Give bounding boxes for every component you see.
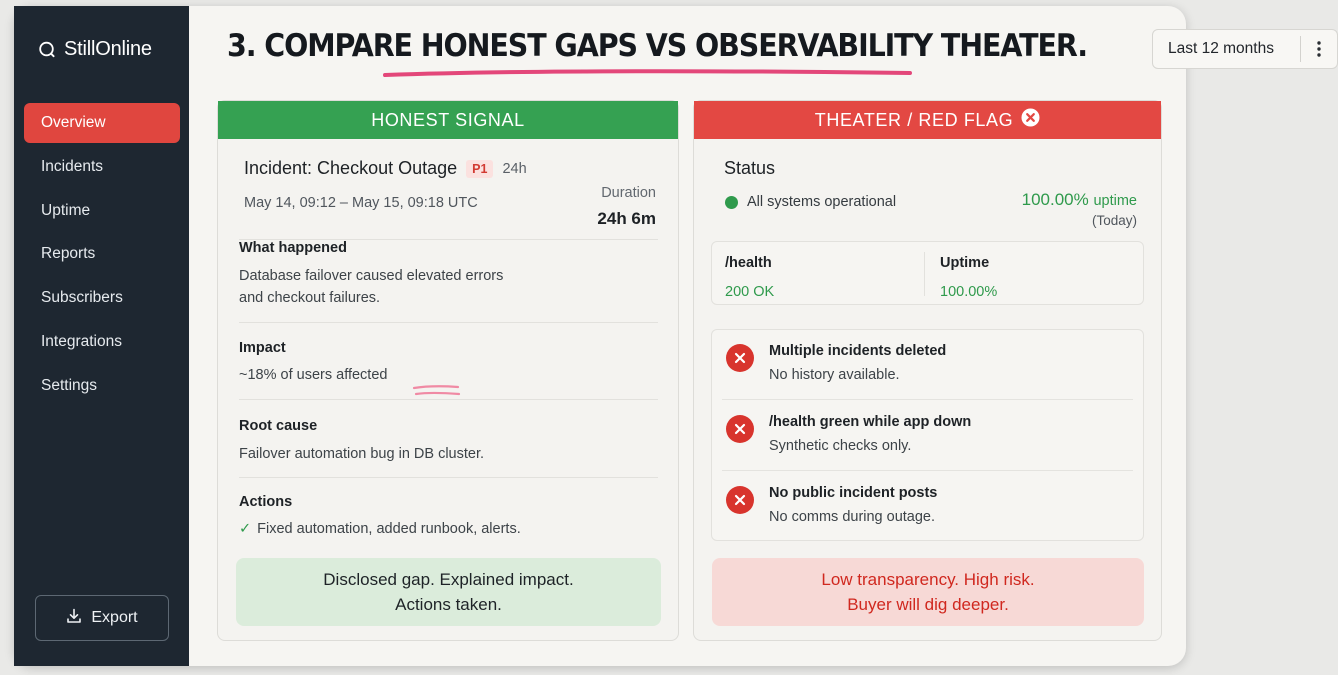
incident-age: 24h xyxy=(502,160,527,177)
what-happened-label: What happened xyxy=(239,240,347,256)
honest-summary-box xyxy=(236,558,661,626)
section-divider xyxy=(239,477,658,478)
uptime-value: 100.00% xyxy=(1021,190,1089,209)
theater-header xyxy=(694,101,1161,139)
main-content xyxy=(189,6,1274,666)
sidebar-item-reports[interactable] xyxy=(24,234,180,274)
status-row xyxy=(725,194,896,210)
actions-line: Fixed automation, added runbook, alerts. xyxy=(257,521,521,537)
export-button[interactable] xyxy=(35,595,169,641)
sidebar-item-overview[interactable] xyxy=(24,103,180,143)
duration-label: Duration xyxy=(601,185,656,201)
what-happened-line: and checkout failures. xyxy=(239,290,381,306)
actions-label: Actions xyxy=(239,494,293,510)
check-icon: ✓ xyxy=(239,521,252,537)
what-happened-text xyxy=(239,265,503,309)
sidebar-item-label: Reports xyxy=(41,245,96,263)
sidebar-item-label: Uptime xyxy=(41,201,91,219)
sidebar-item-label: Integrations xyxy=(41,332,122,350)
uptime-percentage xyxy=(1022,190,1137,210)
page-title-prefix: 3. COMPARE xyxy=(227,28,421,64)
incident-dates: May 14, 09:12 – May 15, 09:18 UTC xyxy=(244,195,478,211)
root-cause-line: Failover automation bug in DB cluster. xyxy=(239,446,485,462)
impact-label: Impact xyxy=(239,340,286,356)
theater-summary-line: Buyer will dig deeper. xyxy=(847,595,1009,614)
status-text: All systems operational xyxy=(747,194,897,210)
export-label: Export xyxy=(91,609,138,626)
brand[interactable] xyxy=(38,38,152,61)
honest-summary-line: Disclosed gap. Explained impact. xyxy=(323,570,574,589)
honest-signal-header-label: HONEST SIGNAL xyxy=(371,109,525,130)
sidebar-item-settings[interactable] xyxy=(24,366,180,406)
theater-summary-box xyxy=(712,558,1144,626)
impact-text xyxy=(239,364,387,386)
flag-title: No public incident posts xyxy=(769,485,938,501)
sidebar-item-label: Subscribers xyxy=(41,289,123,307)
flag-divider xyxy=(722,470,1133,471)
x-circle-icon xyxy=(726,415,754,443)
health-metrics xyxy=(711,241,1144,305)
priority-badge: P1 xyxy=(466,160,493,178)
duration-value: 24h 6m xyxy=(597,209,656,228)
root-cause-text xyxy=(239,443,484,465)
sidebar-item-integrations[interactable] xyxy=(24,322,180,362)
flag-divider xyxy=(722,399,1133,400)
date-range-dropdown[interactable]: Last 12 months xyxy=(1168,40,1274,57)
uptime-metric-label: Uptime xyxy=(940,255,990,271)
incident-title-row xyxy=(244,158,527,179)
flag-subtitle: No history available. xyxy=(769,367,900,383)
section-divider xyxy=(239,322,658,323)
theater-summary-line: Low transparency. High risk. xyxy=(821,570,1035,589)
sidebar-item-label: Settings xyxy=(41,376,98,394)
list-item xyxy=(712,472,1143,542)
impact-line: ~18% of users affected xyxy=(239,367,388,383)
health-metric-value: 200 OK xyxy=(725,284,775,300)
flag-title: Multiple incidents deleted xyxy=(769,343,947,359)
brand-name: StillOnline xyxy=(64,38,152,60)
section-divider xyxy=(239,399,658,400)
sidebar-item-incidents[interactable] xyxy=(24,147,180,187)
uptime-metric-value: 100.00% xyxy=(940,284,998,300)
search-icon xyxy=(38,40,58,60)
flag-subtitle: No comms during outage. xyxy=(769,509,936,525)
download-icon xyxy=(66,608,82,629)
x-circle-icon xyxy=(726,344,754,372)
honest-summary-line: Actions taken. xyxy=(395,595,502,614)
sidebar-item-label: Overview xyxy=(41,114,106,131)
sidebar-item-uptime[interactable] xyxy=(24,191,180,231)
flag-title: /health green while app down xyxy=(769,414,972,430)
list-item xyxy=(712,401,1143,471)
honest-signal-header xyxy=(218,101,678,139)
incident-title[interactable]: Incident: Checkout Outage xyxy=(244,158,458,178)
more-vertical-icon[interactable] xyxy=(1301,40,1337,58)
root-cause-label: Root cause xyxy=(239,418,318,434)
metric-divider xyxy=(924,252,925,296)
red-flags-list xyxy=(711,329,1144,541)
page-title-highlight: HONEST GAPS VS OBSERVABILITY THEATER. xyxy=(420,28,1087,64)
actions-text xyxy=(239,518,521,540)
health-metric-label: /health xyxy=(725,255,772,271)
title-highlight-underline xyxy=(382,66,914,80)
sidebar-nav xyxy=(24,103,180,410)
theater-header-label: THEATER / RED FLAG xyxy=(814,109,1014,130)
sidebar-item-label: Incidents xyxy=(41,157,104,175)
uptime-period: (Today) xyxy=(1091,213,1137,228)
sidebar xyxy=(14,6,189,666)
app-window xyxy=(14,6,1274,666)
x-circle-icon xyxy=(726,486,754,514)
honest-signal-card xyxy=(217,100,679,641)
list-item xyxy=(712,330,1143,400)
status-dot-icon xyxy=(725,196,738,209)
impact-highlight-mark xyxy=(412,384,462,398)
theater-card xyxy=(693,100,1162,641)
what-happened-line: Database failover caused elevated errors xyxy=(239,268,504,284)
date-range-select xyxy=(1152,29,1338,69)
uptime-word: uptime xyxy=(1093,193,1137,209)
sidebar-item-subscribers[interactable] xyxy=(24,278,180,318)
flag-subtitle: Synthetic checks only. xyxy=(769,438,912,454)
close-circle-icon xyxy=(1021,108,1040,132)
page-title xyxy=(227,28,1087,64)
status-label: Status xyxy=(724,158,776,178)
